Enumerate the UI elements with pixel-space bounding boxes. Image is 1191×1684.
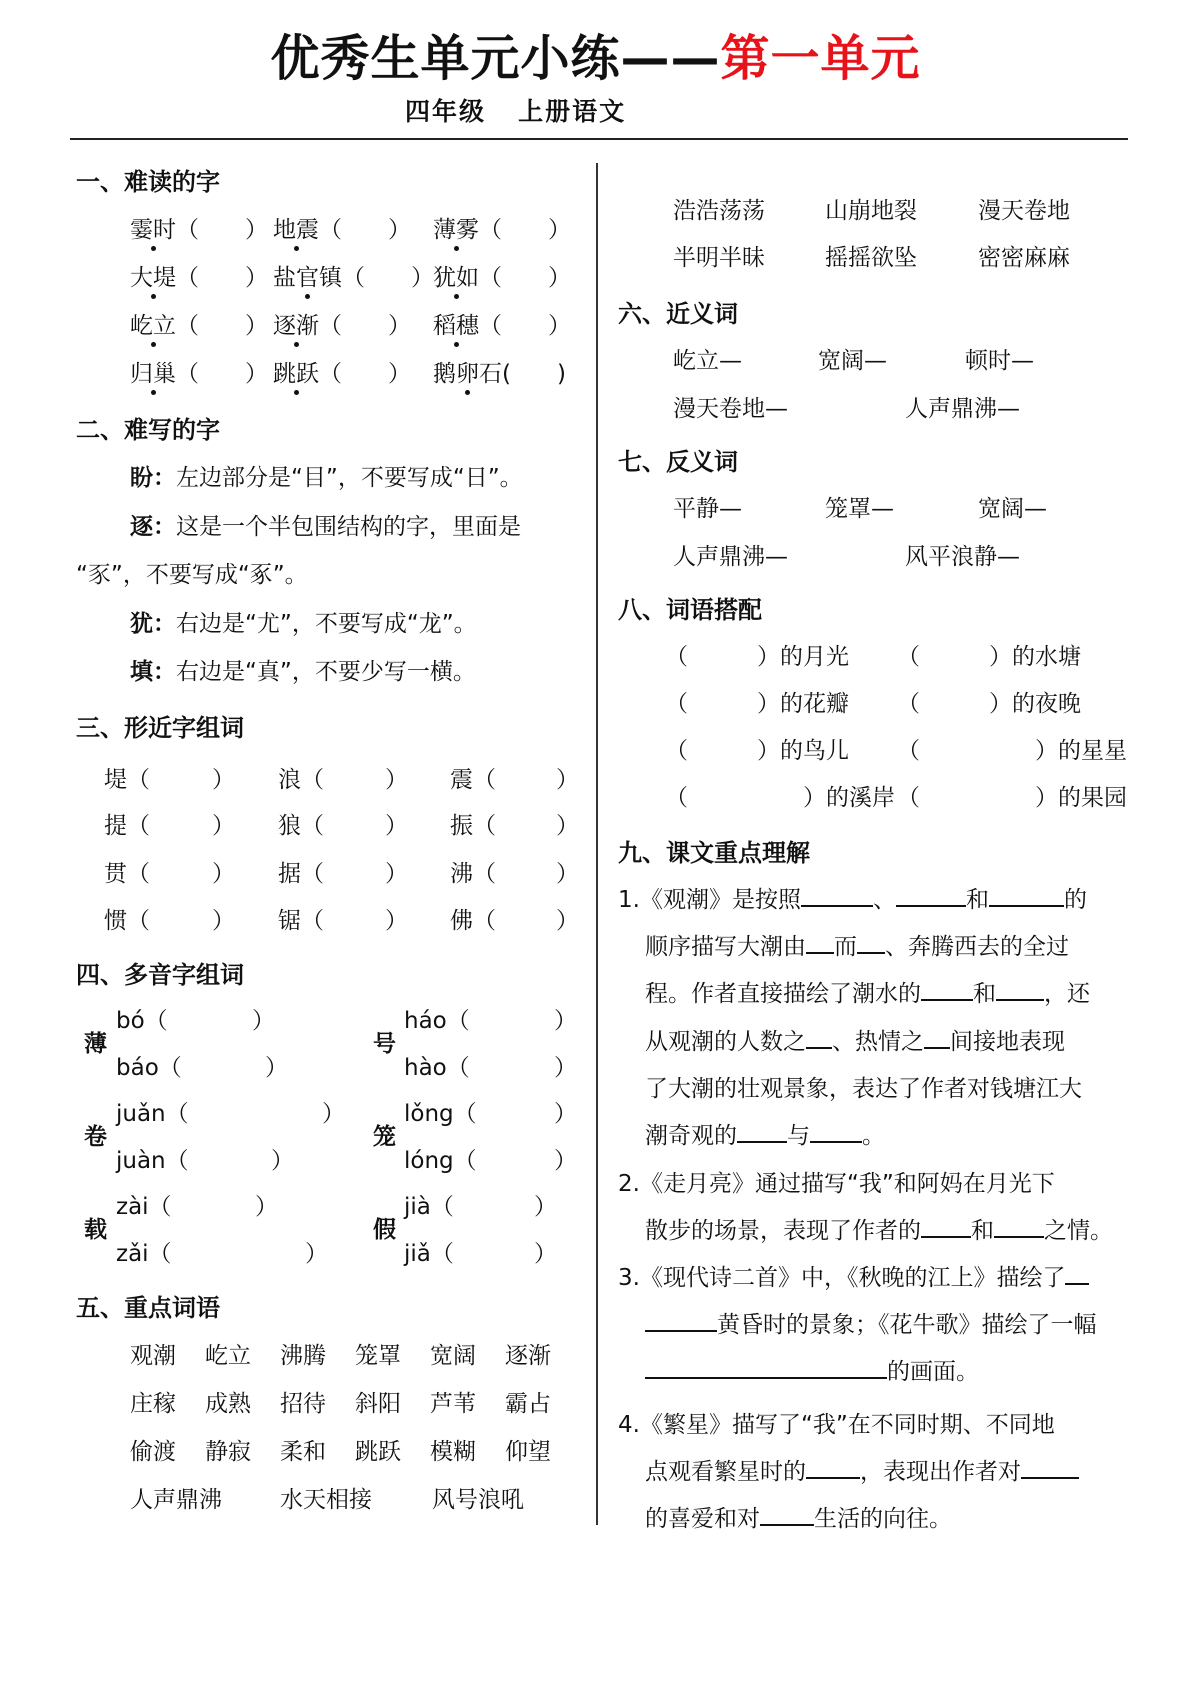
s3-item: 锯（ [278,908,324,934]
s1-item: 薄雾（ ） [433,211,571,244]
collocation-item: （ ）的水塘 [897,644,1081,670]
s3-item: 佛（ [450,908,496,934]
q1-line: 程。作者直接描绘了潮水的 和 ，还 [645,981,1090,1007]
page-subtitle: 四年级 上册语文 [405,97,627,126]
polyphone-char: 卷 [84,1124,107,1150]
polyphone-char: 笼 [373,1124,396,1150]
polyphone-char: 薄 [84,1031,107,1057]
vocab-word: 模糊 [430,1439,476,1465]
vocab-word: 斜阳 [355,1391,401,1417]
vocab-word: 密密麻麻 [978,245,1070,271]
q1-line: 顺序描写大潮由 而 、奔腾西去的全过 [645,934,1069,960]
q1-line: 从观潮的人数之 、热情之 间接地表现 [645,1029,1065,1055]
s3-close: ） [212,908,235,934]
s3-close: ） [556,861,579,887]
section-1-heading: 一、难读的字 [76,168,220,196]
s1-item: 稻穗（ ） [433,307,571,340]
q2-line: 散步的场景，表现了作者的 和 之情。 [645,1218,1113,1244]
vocab-word: 逐渐 [505,1343,551,1369]
vocab-word: 山崩地裂 [825,198,917,224]
pinyin-item: zǎi（ [116,1241,172,1267]
vocab-word: 漫天卷地 [978,198,1070,224]
q1-line: 潮奇观的 与 。 [645,1123,885,1149]
antonym-item: 人声鼎沸— [673,544,788,570]
s1-item: 大堤（ ） [130,259,268,292]
polyphone-char: 号 [373,1031,396,1057]
s4-close: ） [534,1241,557,1267]
vocab-word: 成熟 [205,1391,251,1417]
q4-line: 4.《繁星》描写了“我”在不同时期、不同地 [618,1412,1055,1438]
s2-line: 填：右边是“真”，不要少写一横。 [130,659,476,685]
q3-line: 的画面。 [645,1353,979,1386]
s4-close: ） [534,1194,557,1220]
pinyin-item: juàn（ [116,1148,189,1174]
s1-item: 鹅卵石( ) [433,355,566,388]
s1-item: 盐官镇（ ） [273,259,434,292]
synonym-item: 人声鼎沸— [905,396,1020,422]
collocation-item: （ ）的月光 [665,644,849,670]
s2-line: 盼：左边部分是“目”，不要写成“日”。 [130,465,523,491]
vocab-word: 水天相接 [280,1487,372,1513]
synonym-item: 宽阔— [818,348,887,374]
q4-line: 的喜爱和对 生活的向往。 [645,1506,952,1532]
section-6-heading: 六、近义词 [618,300,738,328]
collocation-item: （ ）的果园 [897,785,1127,811]
s3-close: ） [385,813,408,839]
antonym-item: 笼罩— [825,496,894,522]
antonym-item: 平静— [673,496,742,522]
s3-close: ） [385,767,408,793]
vocab-word: 静寂 [205,1439,251,1465]
pinyin-item: báo（ [116,1055,182,1081]
s3-item: 狼（ [278,813,324,839]
s4-close: ） [271,1148,294,1174]
s3-close: ） [556,908,579,934]
q1-line: 了大潮的壮观景象，表达了作者对钱塘江大 [645,1076,1082,1102]
s2-line: 犹：右边是“尤”，不要写成“龙”。 [130,611,477,637]
antonym-item: 宽阔— [978,496,1047,522]
synonym-item: 顿时— [965,348,1034,374]
pinyin-item: zài（ [116,1194,172,1220]
vocab-word: 偷渡 [130,1439,176,1465]
collocation-item: （ ）的花瓣 [665,691,849,717]
section-9-heading: 九、课文重点理解 [618,839,810,867]
s3-close: ） [385,861,408,887]
vocab-word: 沸腾 [280,1343,326,1369]
column-divider [596,163,598,1525]
synonym-item: 屹立— [673,348,742,374]
pinyin-item: bó（ [116,1008,168,1034]
collocation-item: （ ）的星星 [897,738,1127,764]
collocation-item: （ ）的溪岸 [665,785,895,811]
s4-close: ） [554,1101,577,1127]
vocab-word: 跳跃 [355,1439,401,1465]
s1-item: 屹立（ ） [130,307,268,340]
s4-close: ） [554,1055,577,1081]
vocab-word: 观潮 [130,1343,176,1369]
collocation-item: （ ）的夜晚 [897,691,1081,717]
s4-close: ） [265,1055,288,1081]
pinyin-item: hào（ [404,1055,470,1081]
s3-item: 据（ [278,861,324,887]
pinyin-item: jiǎ（ [404,1241,454,1267]
s3-close: ） [385,908,408,934]
pinyin-item: lǒng（ [404,1101,477,1127]
section-4-heading: 四、多音字组词 [76,961,244,989]
vocab-word: 屹立 [205,1343,251,1369]
s3-item: 振（ [450,813,496,839]
collocation-item: （ ）的鸟儿 [665,738,849,764]
pinyin-item: háo（ [404,1008,470,1034]
vocab-word: 宽阔 [430,1343,476,1369]
vocab-word: 庄稼 [130,1391,176,1417]
s4-close: ） [554,1148,577,1174]
vocab-word: 芦苇 [430,1391,476,1417]
s1-item: 归巢（ ） [130,355,268,388]
s1-item: 地震（ ） [273,211,411,244]
s4-close: ） [255,1194,278,1220]
q2-line: 2.《走月亮》通过描写“我”和阿妈在月光下 [618,1171,1055,1197]
s3-close: ） [556,767,579,793]
s4-close: ） [554,1008,577,1034]
title-unit: 第一单元 [720,30,921,87]
s3-item: 贯（ [104,861,150,887]
s3-close: ） [212,767,235,793]
s3-item: 沸（ [450,861,496,887]
q3-line: 3.《现代诗二首》中，《秋晚的江上》描绘了 [618,1259,1089,1292]
vocab-word: 半明半昧 [673,245,765,271]
q3-line: 黄昏时的景象；《花牛歌》描绘了一幅 [645,1306,1097,1339]
polyphone-char: 载 [84,1217,107,1243]
s4-close: ） [322,1101,345,1127]
s4-close: ） [305,1241,328,1267]
title-main: 优秀生单元小练—— [270,30,721,87]
s3-close: ） [212,861,235,887]
vocab-word: 霸占 [505,1391,551,1417]
section-2-heading: 二、难写的字 [76,416,220,444]
header-divider [70,138,1128,140]
section-8-heading: 八、词语搭配 [618,596,762,624]
section-3-heading: 三、形近字组词 [76,714,244,742]
s3-item: 提（ [104,813,150,839]
page-title [0,20,1191,90]
s3-close: ） [212,813,235,839]
vocab-word: 风号浪吼 [432,1487,524,1513]
s1-item: 霎时（ ） [130,211,268,244]
s2-line: 逐：这是一个半包围结构的字，里面是 [130,514,521,540]
polyphone-char: 假 [373,1217,396,1243]
section-5-heading: 五、重点词语 [76,1294,220,1322]
q1-line: 1.《观潮》是按照 、 和 的 [618,887,1087,913]
s3-close: ） [556,813,579,839]
s4-close: ） [252,1008,275,1034]
s2-line: “豕”，不要写成“豖”。 [76,562,308,588]
antonym-item: 风平浪静— [905,544,1020,570]
s1-item: 跳跃（ ） [273,355,411,388]
vocab-word: 柔和 [280,1439,326,1465]
q4-line: 点观看繁星时的 ，表现出作者对 [645,1453,1079,1486]
vocab-word: 笼罩 [355,1343,401,1369]
s3-item: 惯（ [104,908,150,934]
s1-item: 逐渐（ ） [273,307,411,340]
s3-item: 浪（ [278,767,324,793]
section-7-heading: 七、反义词 [618,448,738,476]
vocab-word: 摇摇欲坠 [825,245,917,271]
vocab-word: 人声鼎沸 [130,1487,222,1513]
s3-item: 震（ [450,767,496,793]
vocab-word: 招待 [280,1391,326,1417]
pinyin-item: juǎn（ [116,1101,189,1127]
s3-item: 堤（ [104,767,150,793]
pinyin-item: jià（ [404,1194,454,1220]
s1-item: 犹如（ ） [433,259,571,292]
synonym-item: 漫天卷地— [673,396,788,422]
vocab-word: 仰望 [505,1439,551,1465]
vocab-word: 浩浩荡荡 [673,198,765,224]
pinyin-item: lóng（ [404,1148,477,1174]
